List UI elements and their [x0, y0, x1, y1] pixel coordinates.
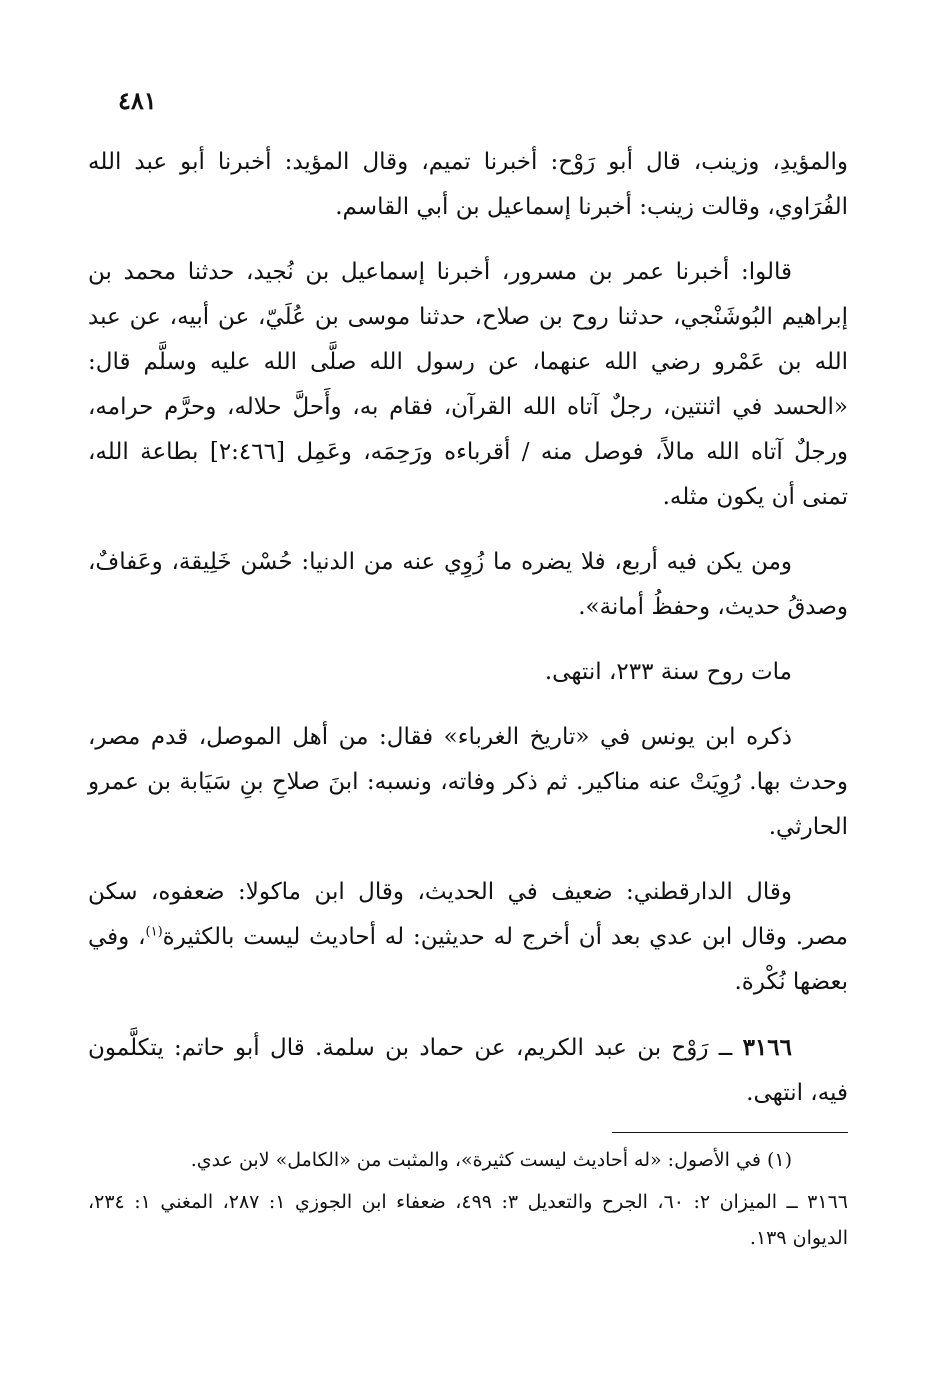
entry-number: ٣١٦٦: [742, 1034, 792, 1061]
page-number: ٤٨١: [118, 86, 157, 115]
paragraph-2: [88, 250, 848, 520]
paragraph-2-text-b: بطاعة الله، تمنى أن يكون مثله.: [88, 439, 848, 510]
footnotes: [88, 1142, 848, 1262]
paragraph-6-text-b: ، وفي بعضها نُكْرة.: [88, 924, 848, 995]
footnote-divider: [612, 1132, 848, 1133]
footnote-2: ٣١٦٦ ــ الميزان ٢: ٦٠، الجرح والتعديل ٣: ٤٩٩، ضعفاء ابن الجوزي ١: ٢٨٧، المغني ١: ٢٣٤، الديوان ١٣٩.: [88, 1191, 848, 1249]
page-reference: [٢:٤٦٦]: [209, 439, 285, 465]
main-text: [88, 140, 848, 1136]
paragraph-2-text-a: قالوا: أخبرنا عمر بن مسرور، أخبرنا إسماعيل بن نُجيد، حدثنا محمد بن إبراهيم البُوشَنْجي، حدثنا روح بن صلاح، حدثنا موسى بن عُلَيّ، عن أبيه، عن عبد الله بن عَمْرو رضي الله عنهما، عن رسول الله صلَّى الله عليه وسلَّم قال: «الحسد في اثنتين، رجلٌ آتاه الله القرآن، فقام به، وأَحلَّ حلاله، وحرَّم حرامه، ورجلٌ آتاه الله مالاً، فوصل منه / أقرباءه ورَحِمَه، وعَمِل: [88, 259, 848, 465]
footnote-1: (١) في الأصول: «له أحاديث ليست كثيرة»، والمثبت من «الكامل» لابن عدي.: [190, 1149, 792, 1171]
entry-text: ــ رَوْح بن عبد الكريم، عن حماد بن سلمة. قال أبو حاتم: يتكلَّمون فيه، انتهى.: [88, 1035, 848, 1106]
paragraph-5: ذكره ابن يونس في «تاريخ الغرباء» فقال: من أهل الموصل، قدم مصر، وحدث بها. رُوِيَتْ عنه مناكير. ثم ذكر وفاته، ونسبه: ابنَ صلاحِ بنِ سَيَابة بن عمرو الحارثي.: [88, 724, 848, 840]
paragraph-6-text-a: وقال الدارقطني: ضعيف في الحديث، وقال ابن ماكولا: ضعفوه، سكن مصر. وقال ابن عدي بعد أن أخرج له حديثين: له أحاديث ليست بالكثيرة: [88, 879, 848, 950]
paragraph-3: ومن يكن فيه أربع، فلا يضره ما زُوِي عنه من الدنيا: حُسْن خَلِيقة، وعَفافٌ، وصدقُ حديث، وحفظُ أمانة».: [88, 549, 848, 620]
paragraph-4: مات روح سنة ٢٣٣، انتهى.: [544, 659, 792, 685]
footnote-marker: (١): [145, 924, 163, 940]
paragraph-7: [88, 1025, 848, 1116]
paragraph-1: والمؤيدِ، وزينب، قال أبو رَوْح: أخبرنا تميم، وقال المؤيد: أخبرنا أبو عبد الله الفُرَاوي، وقالت زينب: أخبرنا إسماعيل بن أبي القاسم.: [88, 149, 848, 220]
paragraph-6: [88, 870, 848, 1005]
